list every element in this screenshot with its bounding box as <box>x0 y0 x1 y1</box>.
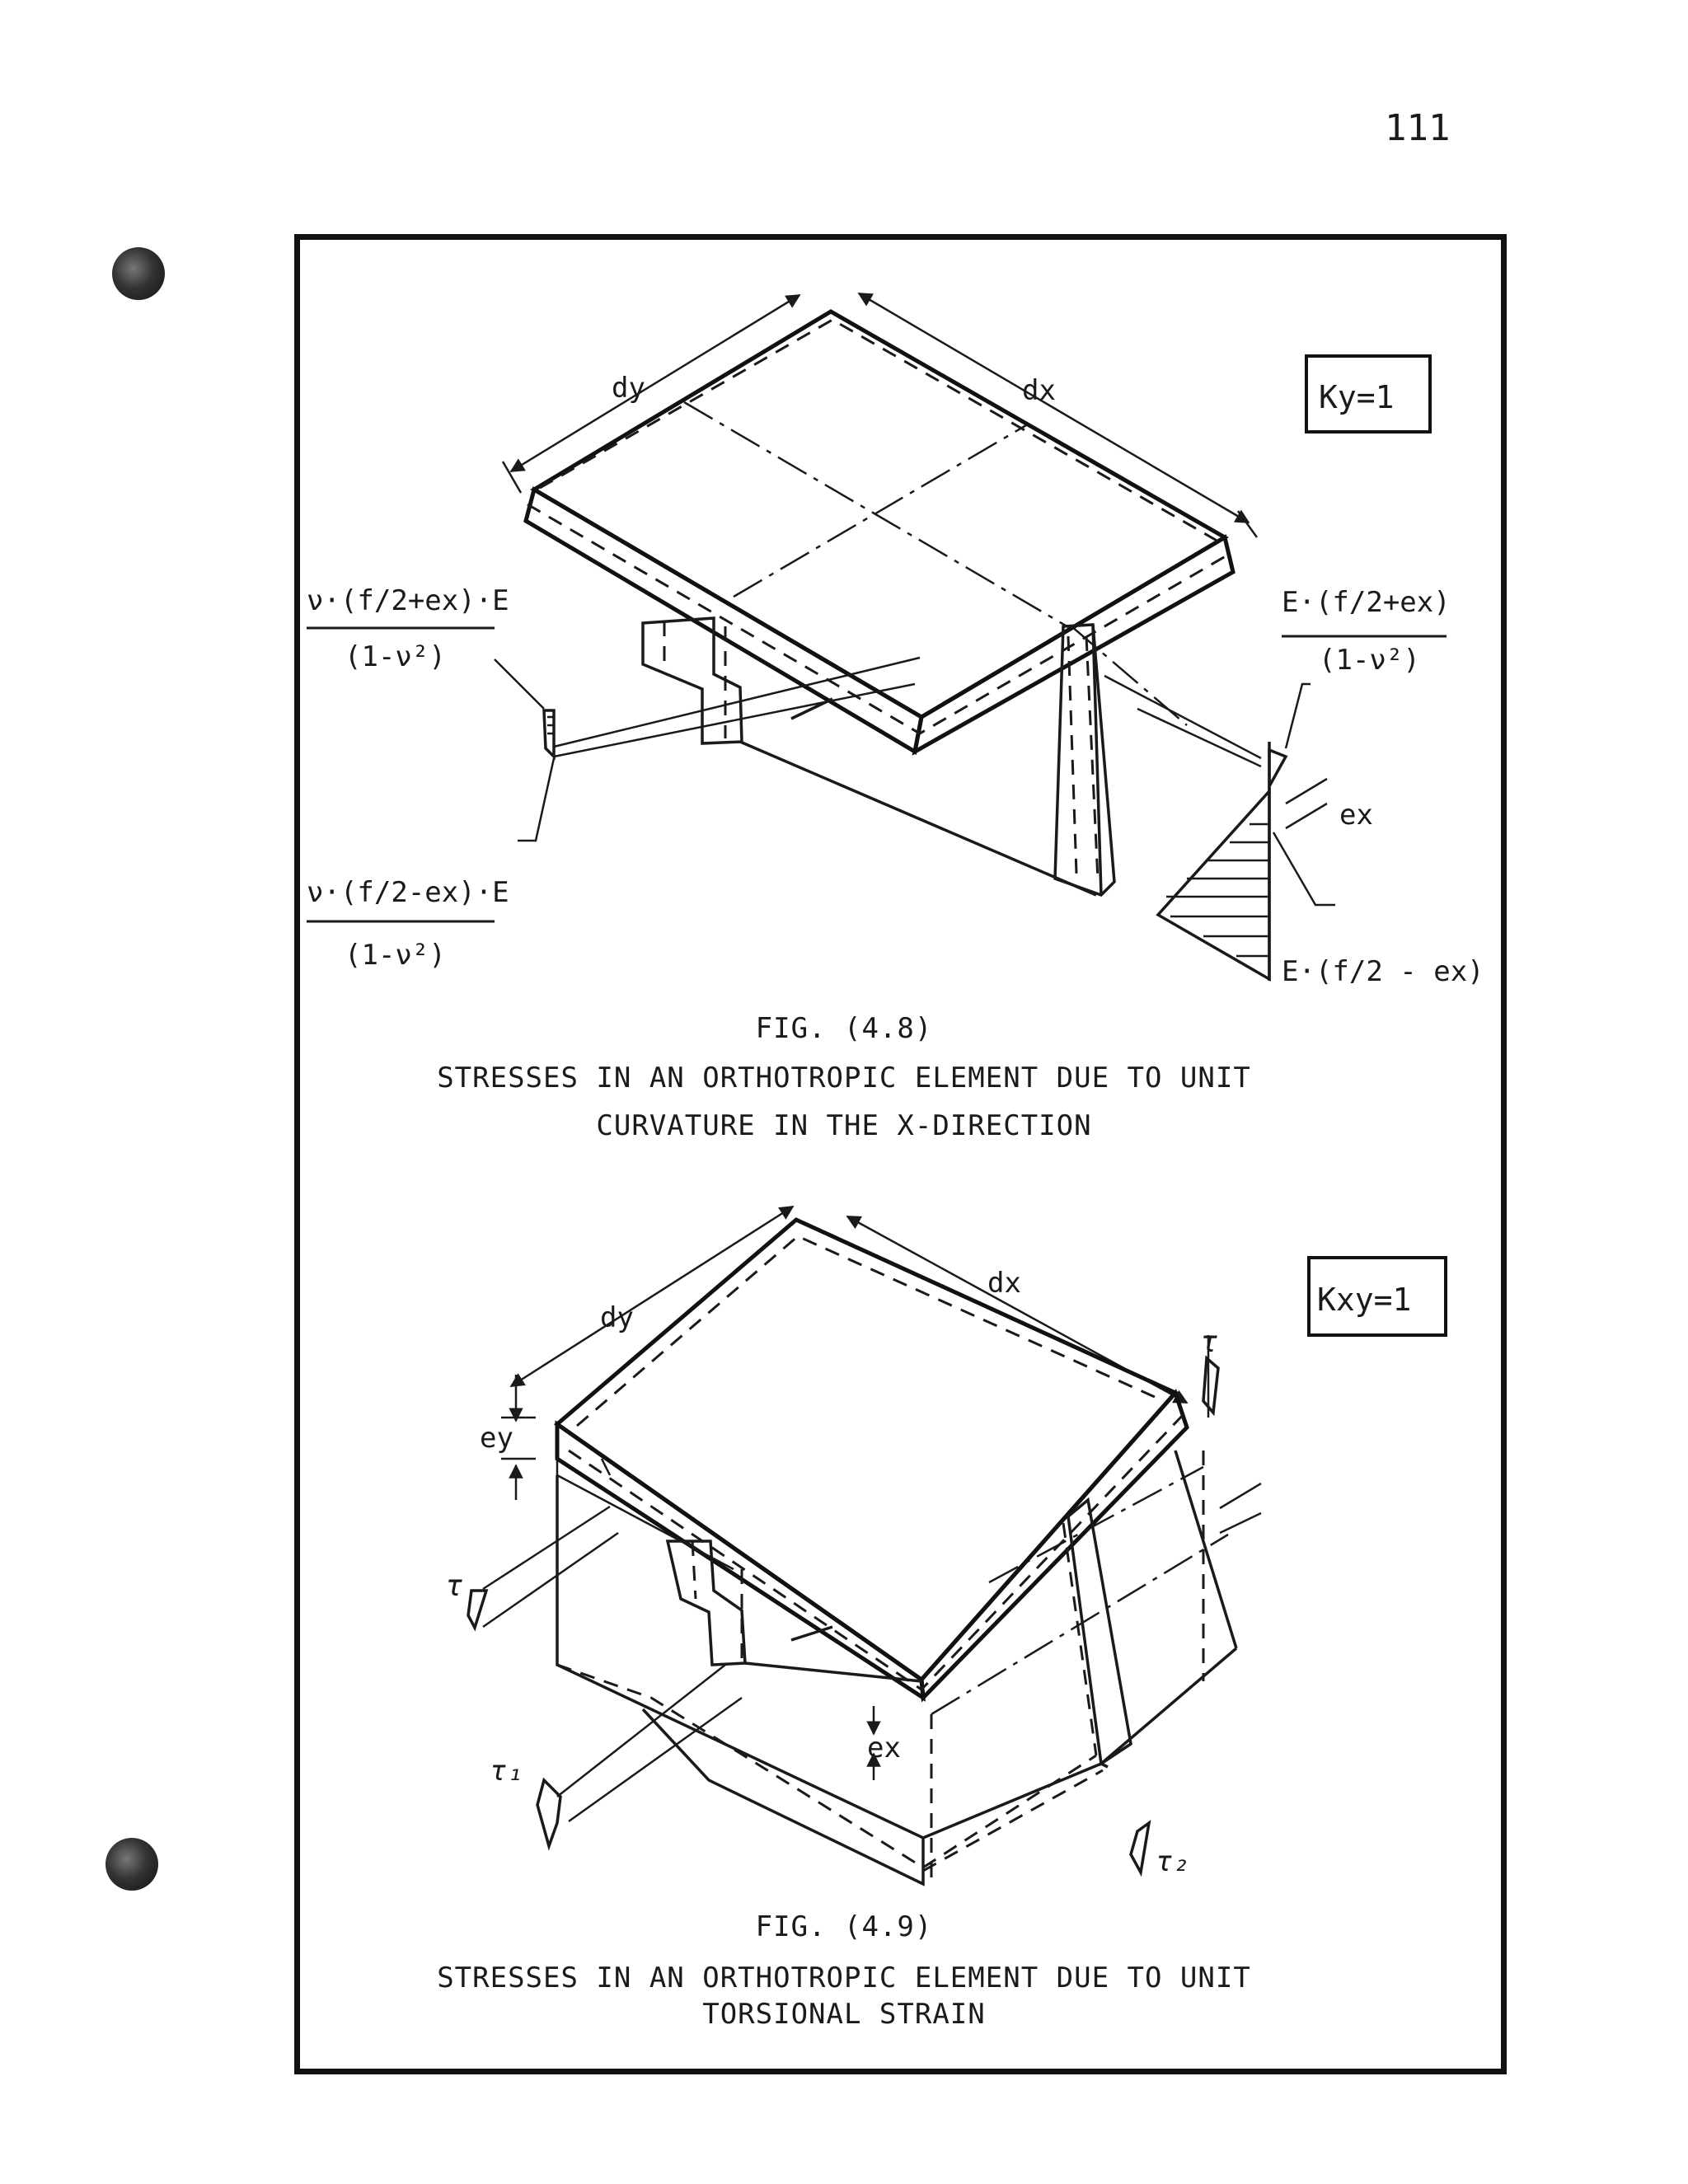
fig-4-9-number: FIG. (4.9) <box>755 1910 933 1943</box>
fig-4-9-caption-line2: TORSIONAL STRAIN <box>702 1998 986 2031</box>
fig-4-8-label-top-left-den: (1-ν²) <box>345 640 446 673</box>
fig-4-9-label-tau-left: τ <box>445 1569 463 1603</box>
slab-top-face-2 <box>557 1220 1175 1680</box>
rib-left <box>643 618 742 743</box>
fig-4-9-caption-line1: STRESSES IN AN ORTHOTROPIC ELEMENT DUE TO UNIT <box>437 1961 1251 1994</box>
fig-4-8-label-bottom-left-den: (1-ν²) <box>345 939 446 972</box>
fig-4-8-label-ex: ex <box>1339 799 1373 832</box>
fig-4-9-dim-dx: dx <box>987 1267 1021 1300</box>
fig-4-9-label-ey: ey <box>480 1422 513 1455</box>
fig-4-8-dim-dy: dy <box>612 372 645 405</box>
dim-line-dy-2 <box>511 1207 793 1386</box>
fig-4-8-dim-dx: dx <box>1022 374 1056 407</box>
fig-4-9-label-tau2: τ₂ <box>1156 1845 1189 1878</box>
fig-4-9-label-tau: τ <box>1200 1325 1218 1359</box>
fig-4-8-label-top-left-num: ν·(f/2+ex)·E <box>307 584 509 617</box>
fig-4-8-number: FIG. (4.8) <box>755 1012 933 1045</box>
fig-4-8-ky-label: Ky=1 <box>1319 379 1395 415</box>
fig-4-9-label-tau1: τ₁ <box>490 1755 523 1788</box>
dim-line-dx <box>859 293 1249 523</box>
fig-4-8-label-bottom-left-num: ν·(f/2-ex)·E <box>307 876 509 909</box>
slab-side-edge-2 <box>921 1393 1187 1698</box>
slab-front-edge-2 <box>557 1424 923 1698</box>
fig-4-8-label-bottom-right: E·(f/2 - ex) <box>1282 955 1484 988</box>
slab-front-edge <box>526 490 921 752</box>
fig-4-8-label-top-right-den: (1-ν²) <box>1319 644 1420 677</box>
fig-4-9-kxy-label: Kxy=1 <box>1317 1282 1412 1318</box>
fig-4-8-caption-line2: CURVATURE IN THE X-DIRECTION <box>596 1109 1092 1142</box>
fig-4-9-diagram <box>468 1207 1261 1884</box>
fig-4-9-dim-dy: dy <box>600 1301 634 1334</box>
rib-left-2 <box>668 1541 745 1665</box>
fig-4-8-label-top-right-num: E·(f/2+ex) <box>1282 586 1451 619</box>
stress-triangle-right <box>1158 791 1269 979</box>
page-number: 111 <box>1385 107 1451 149</box>
fig-4-9-label-ex: ex <box>867 1732 901 1765</box>
fig-4-8-caption-line1: STRESSES IN AN ORTHOTROPIC ELEMENT DUE TO UNIT <box>437 1062 1251 1094</box>
